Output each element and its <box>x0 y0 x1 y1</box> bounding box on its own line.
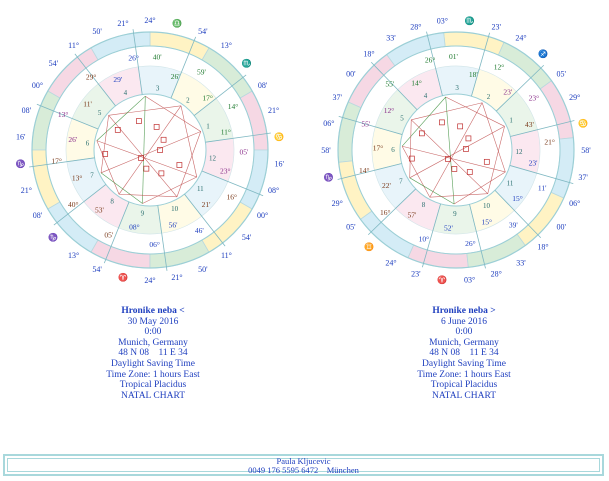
planet-label: 16° <box>226 192 237 202</box>
cusp-label: 08' <box>257 81 268 90</box>
zodiac-sign-segment <box>408 245 468 268</box>
cusp-label: 37' <box>332 93 342 103</box>
cusp-label: 21° <box>268 105 280 115</box>
planet-label: 26° <box>465 238 476 248</box>
planet-label: 40' <box>152 52 162 62</box>
planet-label: 56' <box>168 220 178 230</box>
planet-label: 23° <box>528 93 540 103</box>
house-number: 7 <box>399 177 403 186</box>
cusp-label: ♎ <box>172 18 183 28</box>
chart-system: Tropical Placidus <box>119 380 187 391</box>
house-number: 1 <box>206 122 210 131</box>
cusp-label: 28° <box>410 22 422 32</box>
planet-label: 15° <box>481 217 492 227</box>
chart-time: 0:00 <box>455 327 473 338</box>
cusp-label: 13° <box>67 251 80 261</box>
house-number: 10 <box>171 204 179 213</box>
cusp-label: 08° <box>268 186 280 196</box>
planet-label: 23' <box>503 87 513 97</box>
cusp-label: 08' <box>32 211 43 220</box>
planet-label: 11° <box>220 127 231 137</box>
cusp-label: 18° <box>537 242 549 252</box>
chart-zone: Time Zone: 1 hours East <box>106 369 200 380</box>
planet-label: 21' <box>201 200 211 210</box>
house-number: 4 <box>423 91 428 100</box>
cusp-label: 11° <box>68 40 80 50</box>
cusp-label: 00' <box>346 69 356 79</box>
footer-name: Paula Kljucevic <box>276 456 331 466</box>
zodiac-sign-segment <box>338 102 361 162</box>
cusp-label: 06° <box>569 198 581 208</box>
cusp-label: 24° <box>144 276 156 285</box>
cusp-label: ♈ <box>117 273 128 283</box>
cusp-label: 13° <box>220 40 233 50</box>
chart-system: Tropical Placidus <box>430 380 498 391</box>
planet-label: 06° <box>149 239 160 249</box>
planet-label: 26' <box>170 72 180 82</box>
planet-label: 08° <box>129 222 140 232</box>
footer-contact: 0049 176 5595 6472 München <box>248 465 359 475</box>
planet-label: 11' <box>83 99 92 109</box>
planet-label: 23' <box>528 158 538 168</box>
planet-label: 01' <box>448 52 458 62</box>
planet-label: 10° <box>418 234 430 244</box>
cusp-label: 50' <box>92 27 102 37</box>
house-number: 11 <box>196 184 204 193</box>
cusp-label: 16' <box>15 132 26 142</box>
chart-date: 30 May 2016 <box>127 316 179 327</box>
cusp-label: 54' <box>92 264 102 274</box>
house-number: 8 <box>421 201 426 210</box>
house-number: 12 <box>209 154 217 163</box>
planet-label: 26' <box>68 135 78 145</box>
planet-label: 59' <box>197 67 206 77</box>
planet-label: 29° <box>85 72 97 82</box>
house-number: 12 <box>515 148 523 157</box>
planet-label: 22' <box>381 181 391 191</box>
cusp-label: 50' <box>198 264 208 274</box>
cusp-label: 54' <box>198 27 208 37</box>
cusp-label: 00° <box>256 211 269 220</box>
cusp-label: 03° <box>463 275 476 285</box>
planet-label: 52' <box>443 223 453 233</box>
cusp-label: 37' <box>578 173 588 183</box>
cusp-label: 54' <box>48 59 59 69</box>
house-number: 10 <box>483 202 491 211</box>
planet-label: 12° <box>493 62 505 72</box>
planet-label: 26° <box>128 53 139 63</box>
cusp-label: ♊ <box>364 242 374 252</box>
cusp-label: 24° <box>144 16 156 25</box>
chart-dst: Daylight Saving Time <box>111 358 195 369</box>
chart-title[interactable]: Hronike neba > <box>432 306 496 316</box>
cusp-label: ♏ <box>241 59 252 69</box>
cusp-label: ♑ <box>48 232 59 242</box>
planet-label: 17° <box>372 143 384 153</box>
cusp-label: ♈ <box>437 275 448 285</box>
cusp-label: ♑ <box>323 173 334 183</box>
house-number: 3 <box>155 84 160 93</box>
footer-box <box>3 454 604 476</box>
planet-label: 43' <box>525 119 534 129</box>
cusp-label: 54' <box>241 232 252 242</box>
house-number: 5 <box>97 109 102 118</box>
chart-dst: Daylight Saving Time <box>422 358 506 369</box>
planet-label: 05' <box>239 147 249 157</box>
cusp-label: 21° <box>20 186 32 196</box>
cusp-label: 21° <box>171 273 183 283</box>
planet-label: 40° <box>67 200 79 210</box>
chart-type: NATAL CHART <box>431 390 497 401</box>
house-number: 11 <box>506 179 514 188</box>
cusp-label: 06° <box>323 118 335 128</box>
planet-label: 11' <box>537 183 547 193</box>
planet-label: 53' <box>95 205 104 215</box>
cusp-label: ♏ <box>464 16 475 26</box>
cusp-label: 24° <box>515 33 527 43</box>
planet-label: 21° <box>544 137 555 147</box>
cusp-label: ♋ <box>274 132 285 142</box>
cusp-label: 18° <box>363 49 375 59</box>
cusp-label: 11° <box>220 251 232 261</box>
planet-label: 55' <box>385 79 395 89</box>
cusp-label: 58' <box>581 146 591 155</box>
planet-label: 29' <box>113 74 123 84</box>
planet-label: 26° <box>424 55 436 65</box>
house-number: 5 <box>400 114 404 123</box>
house-number: 7 <box>90 171 94 180</box>
chart-date: 6 June 2016 <box>441 316 487 327</box>
cusp-label: 58' <box>321 146 331 155</box>
planet-label: 17° <box>51 156 62 166</box>
chart-place: Munich, Germany <box>118 337 188 348</box>
chart-info-left <box>73 306 233 401</box>
house-number: 9 <box>140 209 145 218</box>
cusp-label: 00° <box>31 81 44 90</box>
chart-type: NATAL CHART <box>120 390 186 401</box>
planet-label: 46' <box>194 226 204 236</box>
planet-label: 14° <box>227 101 239 111</box>
planet-label: 05' <box>104 230 114 240</box>
planet-label: 18' <box>468 69 478 79</box>
cusp-label: 21° <box>117 18 129 28</box>
planet-label: 14° <box>358 166 370 176</box>
chart-info-right <box>384 306 544 401</box>
cusp-label: 23' <box>491 22 501 32</box>
cusp-label: 33' <box>386 33 396 43</box>
house-number: 2 <box>186 96 190 105</box>
chart-coords: 48 N 08 11 E 34 <box>118 348 188 359</box>
planet-label: 17° <box>202 93 213 103</box>
cusp-label: ♋ <box>578 118 589 128</box>
chart-wheel-right <box>308 2 604 298</box>
zodiac-sign-segment <box>551 138 574 198</box>
house-number: 6 <box>85 139 90 148</box>
chart-zone: Time Zone: 1 hours East <box>417 369 511 380</box>
planet-label: 23° <box>220 166 231 176</box>
house-number: 4 <box>123 89 128 98</box>
house-number: 3 <box>455 84 459 93</box>
cusp-label: 24° <box>385 258 397 268</box>
cusp-label: 03° <box>436 16 449 26</box>
chart-wheel-left <box>2 2 298 298</box>
cusp-label: ♐ <box>538 49 548 59</box>
cusp-label: 23' <box>411 269 421 279</box>
chart-time: 0:00 <box>144 327 162 338</box>
cusp-label: 05' <box>556 69 566 79</box>
planet-label: 16° <box>380 207 391 217</box>
cusp-label: 05' <box>346 222 356 232</box>
house-number: 1 <box>509 116 513 125</box>
chart-place: Munich, Germany <box>429 337 499 348</box>
planet-label: 14° <box>411 78 422 88</box>
planet-label: 13° <box>57 110 69 120</box>
planet-label: 57' <box>407 210 417 220</box>
house-number: 9 <box>453 209 457 218</box>
house-number: 8 <box>110 197 114 206</box>
planet-label: 55' <box>361 119 371 129</box>
cusp-label: 28° <box>490 269 502 279</box>
cusp-label: 29° <box>569 93 581 103</box>
chart-coords: 48 N 08 11 E 34 <box>429 348 499 359</box>
planet-label: 39' <box>508 220 518 230</box>
house-number: 6 <box>391 145 395 154</box>
cusp-label: 16' <box>274 159 285 169</box>
chart-title[interactable]: Hronike neba < <box>121 306 185 316</box>
cusp-label: ♑ <box>15 159 26 169</box>
planet-label: 15° <box>512 194 523 204</box>
cusp-label: 33' <box>516 258 526 268</box>
cusp-label: 08' <box>21 105 32 115</box>
house-number: 2 <box>486 92 491 101</box>
cusp-label: 00' <box>556 222 566 232</box>
planet-label: 13° <box>71 173 83 183</box>
cusp-label: 29° <box>331 198 343 208</box>
planet-label: 12° <box>383 106 395 116</box>
